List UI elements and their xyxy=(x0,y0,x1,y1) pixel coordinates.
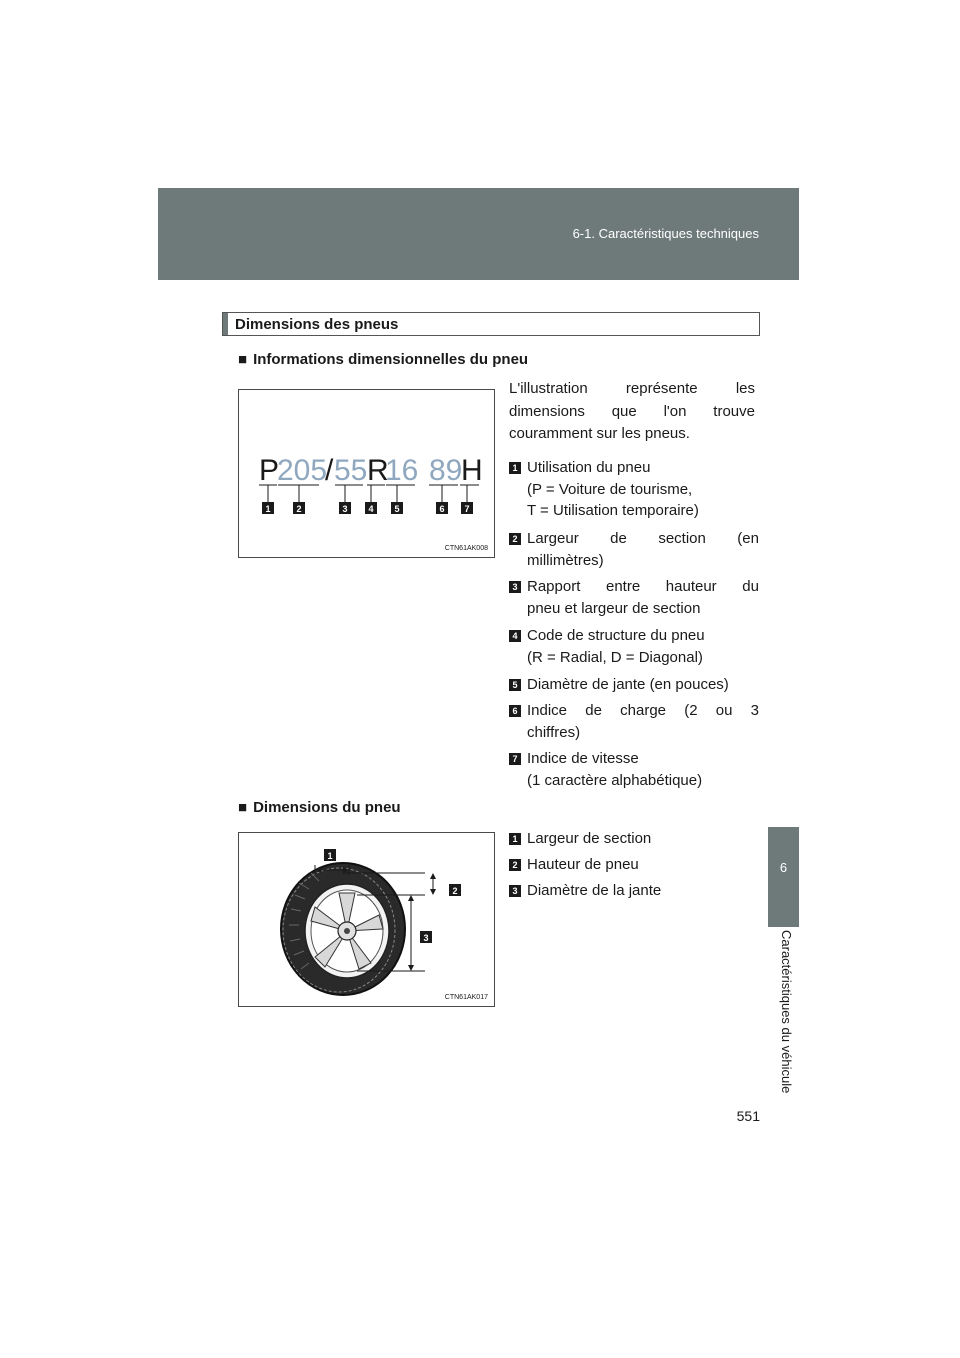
dim-tag-2: 2 xyxy=(452,886,458,896)
item-number: 3 xyxy=(509,885,521,897)
chapter-tab: 6 xyxy=(768,827,799,927)
list-item xyxy=(509,457,759,522)
tag-4: 4 xyxy=(368,504,374,514)
header-title: 6-1. Caractéristiques techniques xyxy=(572,226,759,241)
section-accent xyxy=(223,313,228,335)
list-item xyxy=(509,880,759,902)
code-speed: H xyxy=(461,454,483,487)
code-slash: / xyxy=(325,454,334,487)
item-line: Largeur de section (en xyxy=(527,530,759,547)
figure-code: CTN61AK017 xyxy=(444,994,488,1001)
tire-code-illustration xyxy=(239,390,494,557)
code-load: 89 xyxy=(429,454,463,487)
list-item xyxy=(509,674,759,696)
item-number: 1 xyxy=(509,462,521,474)
dim-tag-3: 3 xyxy=(423,933,429,943)
section-title-box xyxy=(222,312,760,336)
bullet-square: ■ xyxy=(238,799,248,816)
item-text: Largeur de section xyxy=(527,830,652,847)
code-rim: 16 xyxy=(385,454,419,487)
item-line: chiffres) xyxy=(527,723,581,741)
subheading-dims-text: Dimensions du pneu xyxy=(253,799,401,816)
item-number: 5 xyxy=(509,679,521,691)
item-line: Rapport entre hauteur du xyxy=(527,578,759,595)
figure-code: CTN61AK008 xyxy=(444,545,488,552)
tag-3: 3 xyxy=(342,504,348,514)
subheading-dims xyxy=(238,799,401,816)
code-width: 205 xyxy=(277,454,328,487)
code-r: R xyxy=(367,454,389,487)
item-number: 2 xyxy=(509,533,521,545)
item-text: Hauteur de pneu xyxy=(527,856,639,873)
item-line: Diamètre de jante (en pouces) xyxy=(527,676,729,693)
intro-line: couramment sur les pneus. xyxy=(509,425,690,442)
intro-paragraph xyxy=(509,378,755,446)
code-p: P xyxy=(259,454,280,487)
list-item xyxy=(509,854,759,876)
list-item xyxy=(509,828,759,850)
tag-6: 6 xyxy=(439,504,445,514)
item-line: (1 caractère alphabétique) xyxy=(527,771,703,789)
list-item xyxy=(509,748,759,791)
item-line: T = Utilisation temporaire) xyxy=(527,502,699,519)
item-text: Diamètre de la jante xyxy=(527,882,662,899)
tag-2: 2 xyxy=(296,504,302,514)
item-number: 3 xyxy=(509,581,521,593)
tag-5: 5 xyxy=(394,504,400,514)
chapter-label: Caractéristiques du véhicule xyxy=(779,930,794,1094)
tire-code-figure xyxy=(238,389,495,558)
item-line: (R = Radial, D = Diagonal) xyxy=(527,648,703,666)
list-item xyxy=(509,528,759,571)
item-line: Indice de charge (2 ou 3 xyxy=(527,702,759,719)
tag-1: 1 xyxy=(265,504,271,514)
item-number: 2 xyxy=(509,859,521,871)
tire-dimensions-figure xyxy=(238,832,495,1007)
list-item xyxy=(509,700,759,743)
item-line: Code de structure du pneu xyxy=(527,627,705,644)
item-line: Utilisation du pneu xyxy=(527,459,651,476)
list-item xyxy=(509,625,759,668)
subheading-info xyxy=(238,351,528,368)
intro-line: L'illustration représente les xyxy=(509,380,755,397)
item-number: 1 xyxy=(509,833,521,845)
item-line: millimètres) xyxy=(527,551,604,569)
item-line: Indice de vitesse xyxy=(527,750,639,767)
code-ratio: 55 xyxy=(334,454,368,487)
subheading-info-text: Informations dimensionnelles du pneu xyxy=(253,351,529,368)
item-number: 6 xyxy=(509,705,521,717)
page-number: 551 xyxy=(736,1108,760,1124)
dim-tag-1: 1 xyxy=(327,851,333,861)
item-line: pneu et largeur de section xyxy=(527,599,701,617)
list-item xyxy=(509,576,759,619)
tag-7: 7 xyxy=(464,504,470,514)
tire-illustration xyxy=(239,833,494,1006)
item-line: (P = Voiture de tourisme, xyxy=(527,480,693,498)
intro-line: dimensions que l'on trouve xyxy=(509,402,755,420)
item-number: 4 xyxy=(509,630,521,642)
item-number: 7 xyxy=(509,753,521,765)
section-title: Dimensions des pneus xyxy=(235,316,399,333)
bullet-square: ■ xyxy=(238,351,248,368)
